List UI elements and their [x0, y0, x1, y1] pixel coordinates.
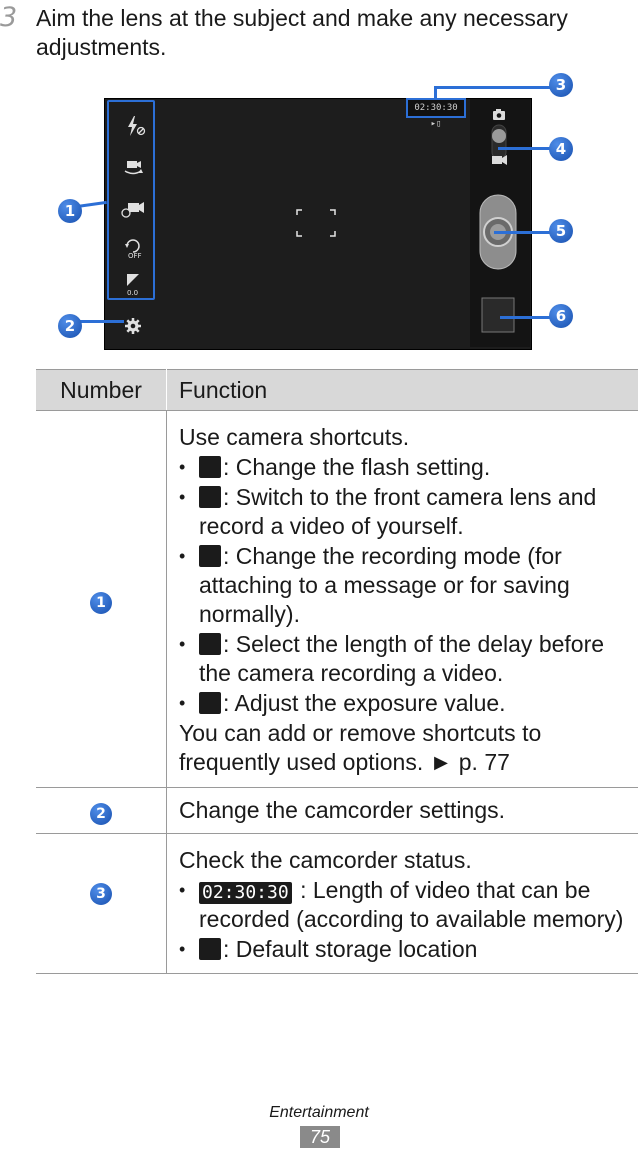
shortcut-bar — [107, 100, 155, 300]
row-number-badge: 3 — [90, 883, 112, 905]
table-header-row — [36, 370, 638, 411]
header-number: Number — [36, 370, 167, 411]
flash-off-icon — [199, 456, 221, 478]
mode-switch-knob — [492, 129, 506, 143]
recording-mode-icon — [199, 545, 221, 567]
bullet-text: : Adjust the exposure value. — [223, 690, 506, 716]
row-number-badge: 2 — [90, 803, 112, 825]
camera-mode-icon — [493, 109, 505, 120]
callout-line-6 — [500, 316, 552, 319]
step-instruction: Aim the lens at the subject and make any necessary adjustments. — [36, 5, 568, 60]
timer-off-icon — [199, 633, 221, 655]
bullet-text: : Change the recording mode (for attaching to a message or for saving normally). — [199, 543, 570, 627]
image-viewer-thumbnail — [482, 298, 514, 332]
timer-off-icon[interactable] — [119, 232, 147, 260]
switch-camera-icon[interactable] — [119, 152, 147, 180]
settings-gear-icon[interactable] — [123, 316, 143, 336]
remaining-time-display: 02:30:30 — [199, 882, 292, 904]
exposure-icon — [199, 692, 221, 714]
storage-location-icon: ▸▯ — [430, 119, 442, 129]
list-item: • : Adjust the exposure value. — [179, 690, 506, 716]
section-label: Entertainment — [269, 1104, 369, 1121]
focus-frame — [296, 209, 336, 237]
function-table — [36, 369, 638, 974]
table-row — [36, 411, 638, 788]
status-time: 02:30:30 — [414, 103, 458, 113]
table-row — [36, 788, 638, 834]
function-cell: Change the camcorder settings. — [167, 788, 638, 834]
storage-location-icon — [199, 938, 221, 960]
callout-line-3-h — [434, 86, 552, 89]
row-number-badge: 1 — [90, 592, 112, 614]
callout-line-2 — [80, 320, 124, 323]
list-item: • : Select the length of the delay before the camera recording a video. — [179, 631, 605, 686]
function-cell — [167, 411, 638, 788]
callout-1: 1 — [58, 199, 82, 223]
svg-text:OFF: OFF — [128, 252, 142, 260]
exposure-icon[interactable] — [119, 270, 147, 298]
row-outro: You can add or remove shortcuts to frequently used options. ► p. 77 — [179, 720, 542, 775]
function-cell — [167, 834, 638, 974]
list-item: • 02:30:30 : Length of video that can be recorded (according to available memory) — [179, 877, 624, 932]
header-function: Function — [167, 370, 638, 411]
camcorder-control-panel — [470, 99, 530, 347]
callout-line-4 — [498, 147, 550, 150]
callout-3: 3 — [549, 73, 573, 97]
callout-6: 6 — [549, 304, 573, 328]
bullet-text: : Default storage location — [223, 936, 478, 962]
list-item: • : Default storage location — [179, 936, 478, 962]
flash-off-icon[interactable] — [119, 112, 147, 140]
callout-5: 5 — [549, 219, 573, 243]
list-item: • : Change the recording mode (for attaching to a message or for saving normally). — [179, 543, 570, 627]
recording-mode-icon[interactable] — [119, 194, 147, 222]
bullet-text: : Length of video that can be recorded (according to available memory) — [199, 877, 624, 932]
list-item: • : Switch to the front camera lens and record a video of yourself. — [179, 484, 597, 539]
bullet-text: : Select the length of the delay before the camera recording a video. — [199, 631, 605, 686]
step-number: 3 — [0, 2, 18, 33]
row-intro: Use camera shortcuts. — [179, 424, 410, 450]
bullet-text: : Change the flash setting. — [223, 454, 491, 480]
camcorder-status-box — [406, 98, 466, 129]
callout-4: 4 — [549, 137, 573, 161]
camcorder-mode-icon — [492, 155, 507, 165]
table-row — [36, 834, 638, 974]
callout-2: 2 — [58, 314, 82, 338]
switch-camera-icon — [199, 486, 221, 508]
list-item: • : Change the flash setting. — [179, 454, 491, 480]
page-number: 75 — [300, 1126, 340, 1148]
row-intro: Check the camcorder status. — [179, 847, 472, 873]
bullet-text: : Switch to the front camera lens and record a video of yourself. — [199, 484, 597, 539]
callout-line-5 — [494, 231, 552, 234]
svg-text:0.0: 0.0 — [127, 289, 139, 297]
